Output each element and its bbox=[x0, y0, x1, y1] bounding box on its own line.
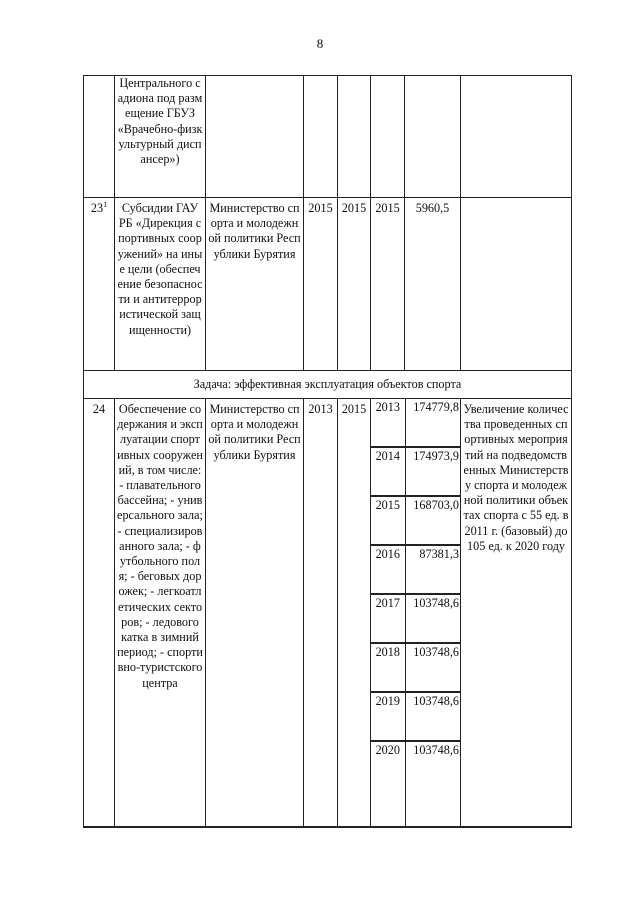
funding-row: 2018 103748,6 bbox=[371, 643, 461, 692]
start-year-cell: 2013 bbox=[304, 399, 338, 828]
funding-row: 2019 103748,6 bbox=[371, 692, 461, 741]
table-row bbox=[84, 399, 572, 828]
funding-row: 2017 103748,6 bbox=[371, 594, 461, 643]
funding-value-cell: 5960,5 bbox=[405, 198, 461, 371]
table-row bbox=[84, 371, 572, 399]
row-number-cell bbox=[84, 76, 115, 198]
row-number-cell: 24 bbox=[84, 399, 115, 828]
funding-by-year bbox=[371, 399, 461, 828]
executor-cell: Министерство спорта и молодежной политики Республики Бурятия bbox=[206, 198, 304, 371]
funding-year-cell: 2015 bbox=[371, 198, 405, 371]
event-name-cell: Обеспечение содержания и эксплуатации спортивных сооружений, в том числе: - плавательного бассейна; - универсального зала; - специализированного зала; - футбольного поля; - беговых дорожек; - легкоатлетических секторов; - ледового катка в зимний период; - спортивно-туристского центра bbox=[115, 399, 206, 828]
funding-row: 2013 174779,8 bbox=[371, 399, 461, 447]
funding-row: 2014 174973,9 bbox=[371, 447, 461, 496]
start-year-cell: 2015 bbox=[304, 198, 338, 371]
funding-row: 2015 168703,0 bbox=[371, 496, 461, 545]
result-cell bbox=[461, 198, 572, 371]
funding-row: 2020 103748,6 bbox=[371, 741, 461, 826]
end-year-cell: 2015 bbox=[338, 399, 371, 828]
funding-subtable bbox=[371, 399, 461, 826]
task-heading: Задача: эффективная эксплуатация объектов спорта bbox=[84, 371, 572, 399]
row-number-cell: $23^1$ bbox=[84, 198, 115, 371]
funding-row: 2016 87381,3 bbox=[371, 545, 461, 594]
end-year-cell: 2015 bbox=[338, 198, 371, 371]
executor-cell: Министерство спорта и молодежной политики Республики Бурятия bbox=[206, 399, 304, 828]
program-table bbox=[83, 75, 572, 828]
page-number: 8 bbox=[316, 36, 324, 51]
table-row bbox=[84, 76, 572, 198]
result-cell: Увеличение количества проведенных спортивных мероприятий на подведомственных Министерству спорта и молодежной политики объектах спорта с 55 ед. в 2011 г. (базовый) до 105 ед. к 2020 году bbox=[461, 399, 572, 828]
table-row bbox=[84, 198, 572, 371]
event-name-cell: Субсидии ГАУ РБ «Дирекция спортивных сооружений» на иные цели (обеспечение безопасности и антитеррористической защищенности) bbox=[115, 198, 206, 371]
event-name-cell: Центрального садиона под размещение ГБУЗ «Врачебно-физкультурный диспансер») bbox=[115, 76, 206, 198]
